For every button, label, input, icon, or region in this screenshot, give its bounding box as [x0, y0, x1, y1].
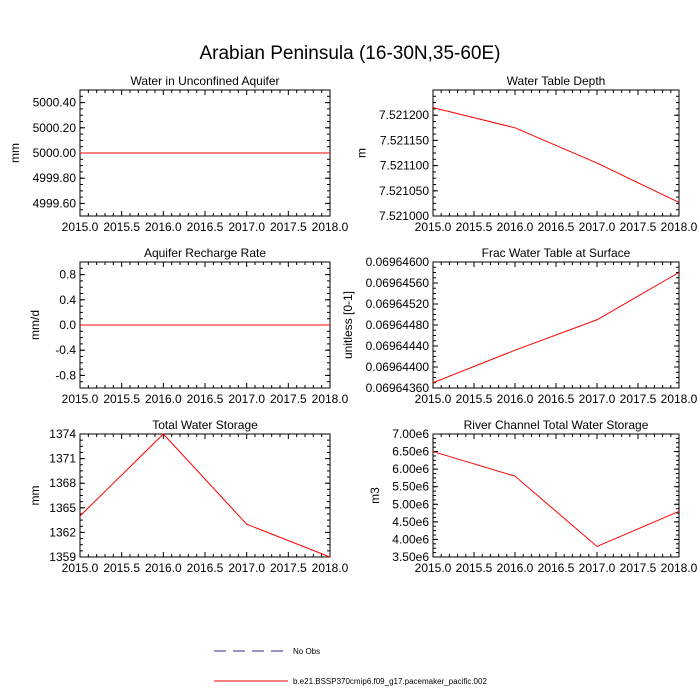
plot-frame — [433, 434, 679, 557]
x-tick-label: 2015.0 — [414, 561, 452, 575]
y-tick-label: 0.06964360 — [365, 381, 429, 395]
x-tick-label: 2016.5 — [186, 392, 224, 406]
series-line-1 — [433, 273, 679, 383]
y-axis-label: m3 — [367, 487, 382, 504]
chart-panel-4 — [341, 246, 698, 406]
x-tick-label: 2017.0 — [228, 220, 266, 234]
y-tick-label: 4999.80 — [32, 171, 76, 186]
x-tick-label: 2015.0 — [414, 392, 452, 406]
x-tick-label: 2017.5 — [619, 220, 657, 234]
x-tick-label: 2018.0 — [660, 561, 698, 575]
x-tick-label: 2017.0 — [578, 392, 616, 406]
x-tick-label: 2015.0 — [61, 220, 99, 234]
y-axis-label: mm — [8, 143, 23, 163]
y-tick-label: 7.521050 — [378, 183, 429, 198]
x-tick-label: 2016.0 — [144, 392, 182, 406]
y-tick-label: 6.50e6 — [392, 444, 429, 459]
x-tick-label: 2018.0 — [660, 392, 698, 406]
x-tick-label: 2018.0 — [311, 561, 349, 575]
x-tick-label: 2016.0 — [144, 561, 182, 575]
x-tick-label: 2016.5 — [186, 220, 224, 234]
y-tick-label: 7.521150 — [379, 133, 429, 148]
legend — [214, 647, 487, 686]
y-tick-label: 7.521200 — [378, 108, 429, 123]
y-tick-label: 1368 — [49, 476, 76, 491]
chart-panel-3 — [28, 246, 348, 406]
y-tick-label: 0.8 — [59, 267, 76, 282]
y-tick-label: -0.4 — [55, 343, 76, 358]
y-tick-label: 7.521100 — [379, 158, 429, 173]
y-tick-label: 4.50e6 — [392, 514, 429, 529]
y-tick-label: 1365 — [49, 500, 76, 515]
x-tick-label: 2016.0 — [144, 220, 182, 234]
y-tick-label: 7.00e6 — [392, 427, 429, 441]
plot-frame — [433, 262, 679, 388]
series-line-1 — [433, 108, 679, 203]
x-tick-label: 2016.5 — [537, 561, 575, 575]
x-tick-label: 2016.0 — [496, 392, 534, 406]
y-tick-label: 0.06964480 — [365, 318, 429, 332]
x-tick-label: 2017.0 — [578, 561, 616, 575]
series-line-1 — [433, 452, 679, 547]
y-axis-label: mm — [28, 485, 43, 506]
x-tick-label: 2017.0 — [228, 561, 266, 575]
x-tick-label: 2015.5 — [455, 392, 493, 406]
chart-panel-6 — [368, 418, 698, 575]
x-tick-label: 2016.0 — [496, 220, 534, 234]
y-axis-label: unitless [0-1] — [341, 290, 355, 360]
x-tick-label: 2017.5 — [269, 220, 307, 234]
series-line-1 — [80, 434, 330, 557]
panel-title: Water Table Depth — [506, 74, 606, 88]
x-tick-label: 2015.5 — [103, 392, 141, 406]
x-tick-label: 2016.5 — [537, 220, 575, 234]
y-tick-label: 5000.40 — [32, 95, 76, 110]
x-tick-label: 2015.5 — [455, 561, 493, 575]
y-tick-label: 1374 — [49, 427, 76, 441]
x-tick-label: 2015.0 — [414, 220, 452, 234]
plot-frame — [80, 434, 330, 557]
y-tick-label: 5000.20 — [32, 120, 76, 135]
panel-title: Frac Water Table at Surface — [481, 246, 631, 260]
y-tick-label: 6.00e6 — [392, 462, 429, 477]
x-tick-label: 2015.5 — [103, 561, 141, 575]
panel-title: Total Water Storage — [152, 418, 258, 432]
y-tick-label: 0.0 — [59, 318, 76, 332]
x-tick-label: 2015.5 — [455, 220, 493, 234]
chart-panel-1 — [8, 74, 349, 234]
y-tick-label: 3.50e6 — [392, 550, 429, 564]
y-tick-label: 0.06964600 — [365, 255, 429, 269]
y-axis-label: mm/d — [28, 310, 43, 340]
x-tick-label: 2016.5 — [186, 561, 224, 575]
x-tick-label: 2017.0 — [578, 220, 616, 234]
y-tick-label: 0.4 — [59, 292, 76, 307]
x-tick-label: 2018.0 — [660, 220, 698, 234]
x-tick-label: 2018.0 — [311, 220, 349, 234]
x-tick-label: 2015.0 — [61, 561, 99, 575]
panel-title: River Channel Total Water Storage — [463, 418, 649, 432]
chart-panel-2 — [354, 74, 697, 234]
x-tick-label: 2017.5 — [269, 392, 307, 406]
y-tick-label: -0.8 — [55, 368, 76, 383]
y-tick-label: 0.06964520 — [365, 297, 429, 311]
legend-label: b.e21.BSSP370cmip6.f09_g17.pacemaker_pacific.002 — [293, 677, 487, 686]
y-axis-label: m — [354, 148, 369, 158]
x-tick-label: 2016.5 — [537, 392, 575, 406]
plot-frame — [433, 90, 679, 216]
y-tick-label: 5.50e6 — [392, 479, 429, 494]
figure-title: Arabian Peninsula (16-30N,35-60E) — [199, 43, 501, 64]
y-tick-label: 1359 — [49, 550, 76, 564]
x-tick-label: 2015.0 — [61, 392, 99, 406]
y-tick-label: 7.521000 — [378, 209, 429, 223]
x-tick-label: 2017.0 — [228, 392, 266, 406]
y-tick-label: 5000.00 — [32, 146, 76, 160]
x-tick-label: 2017.5 — [619, 392, 657, 406]
y-tick-label: 4999.60 — [32, 196, 76, 211]
panel-title: Water in Unconfined Aquifer — [130, 74, 280, 88]
y-tick-label: 1362 — [49, 525, 76, 540]
x-tick-label: 2017.5 — [269, 561, 307, 575]
chart-panels — [8, 74, 698, 575]
x-tick-label: 2017.5 — [619, 561, 657, 575]
legend-label: No Obs — [293, 647, 321, 656]
y-tick-label: 0.06964400 — [365, 360, 429, 374]
panel-title: Aquifer Recharge Rate — [143, 246, 267, 260]
y-tick-label: 4.00e6 — [392, 532, 429, 547]
y-tick-label: 0.06964440 — [365, 339, 429, 353]
x-tick-label: 2015.5 — [103, 220, 141, 234]
legend-item-2 — [214, 677, 487, 686]
x-tick-label: 2018.0 — [311, 392, 349, 406]
y-tick-label: 0.06964560 — [365, 276, 429, 290]
y-tick-label: 1371 — [49, 451, 76, 466]
x-tick-label: 2016.0 — [496, 561, 534, 575]
y-tick-label: 5.00e6 — [392, 497, 429, 512]
legend-item-1 — [214, 647, 320, 656]
chart-panel-5 — [28, 418, 348, 575]
